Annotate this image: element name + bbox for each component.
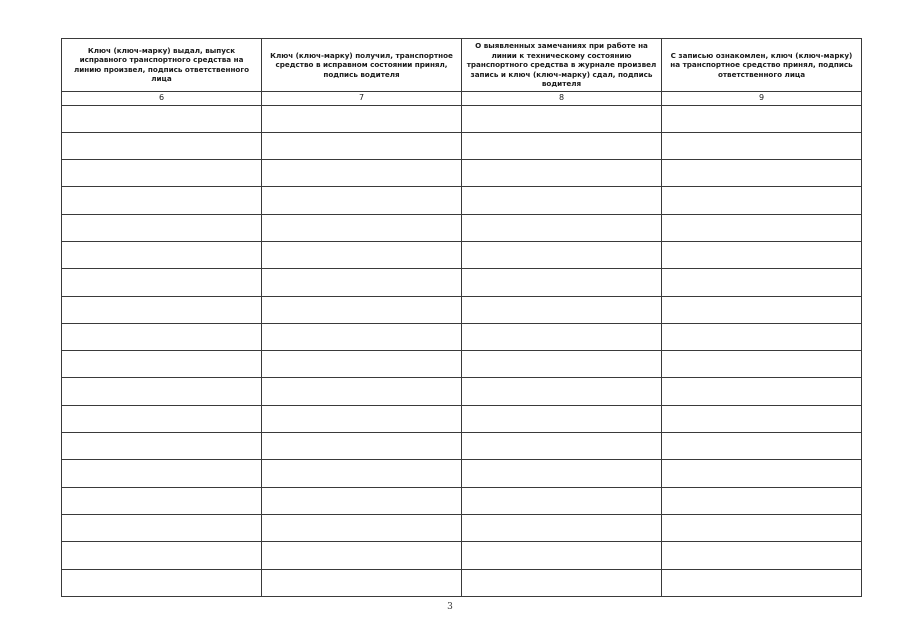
table-row	[62, 405, 862, 432]
column-header-9: С записью ознакомлен, ключ (ключ-марку) на транспортное средство принял, подпись ответственного лица	[662, 39, 862, 92]
table-cell-col-9	[662, 132, 862, 159]
table-cell-col-8	[462, 160, 662, 187]
table-cell-col-6	[62, 351, 262, 378]
page-number: 3	[447, 602, 453, 612]
column-header-8: О выявленных замечаниях при работе на линии к техническому состоянию транспортного средства в журнале произвел запись и ключ (ключ-марку) сдал, подпись водителя	[462, 39, 662, 92]
table-cell-col-9	[662, 296, 862, 323]
table-cell-col-9	[662, 105, 862, 132]
table-cell-col-6	[62, 323, 262, 350]
table-cell-col-8	[462, 378, 662, 405]
table-cell-col-9	[662, 487, 862, 514]
table-cell-col-9	[662, 405, 862, 432]
table-row	[62, 323, 862, 350]
table-cell-col-7	[262, 514, 462, 541]
table-cell-col-8	[462, 460, 662, 487]
header-row	[62, 39, 862, 92]
journal-table	[61, 38, 862, 597]
table-cell-col-9	[662, 160, 862, 187]
table-body	[62, 105, 862, 596]
table-cell-col-9	[662, 542, 862, 569]
table-row	[62, 433, 862, 460]
table-cell-col-6	[62, 132, 262, 159]
table-cell-col-6	[62, 433, 262, 460]
table-cell-col-7	[262, 405, 462, 432]
table-cell-col-8	[462, 569, 662, 596]
table-cell-col-7	[262, 460, 462, 487]
table-cell-col-7	[262, 542, 462, 569]
table-cell-col-6	[62, 514, 262, 541]
table-cell-col-7	[262, 296, 462, 323]
table-cell-col-8	[462, 487, 662, 514]
table-row	[62, 460, 862, 487]
table-row	[62, 487, 862, 514]
table-cell-col-7	[262, 378, 462, 405]
table-cell-col-6	[62, 214, 262, 241]
table-cell-col-9	[662, 460, 862, 487]
table-cell-col-9	[662, 433, 862, 460]
table-cell-col-7	[262, 214, 462, 241]
column-number-9: 9	[662, 91, 862, 105]
table-cell-col-9	[662, 187, 862, 214]
table-row	[62, 187, 862, 214]
table-cell-col-9	[662, 269, 862, 296]
table-row	[62, 569, 862, 596]
table-row	[62, 378, 862, 405]
column-header-6: Ключ (ключ-марку) выдал, выпуск исправного транспортного средства на линию произвел, подпись ответственного лица	[62, 39, 262, 92]
table-cell-col-6	[62, 187, 262, 214]
table-cell-col-7	[262, 433, 462, 460]
table-cell-col-7	[262, 487, 462, 514]
table-cell-col-8	[462, 514, 662, 541]
table-cell-col-6	[62, 160, 262, 187]
column-number-row	[62, 91, 862, 105]
table-cell-col-8	[462, 351, 662, 378]
table-cell-col-7	[262, 160, 462, 187]
table-cell-col-6	[62, 241, 262, 268]
table-cell-col-7	[262, 187, 462, 214]
column-number-6: 6	[62, 91, 262, 105]
table-cell-col-7	[262, 569, 462, 596]
table-cell-col-9	[662, 378, 862, 405]
table-cell-col-9	[662, 569, 862, 596]
table-cell-col-8	[462, 241, 662, 268]
table-cell-col-7	[262, 105, 462, 132]
table-cell-col-6	[62, 105, 262, 132]
table-cell-col-8	[462, 296, 662, 323]
table-row	[62, 214, 862, 241]
table-cell-col-8	[462, 542, 662, 569]
table-cell-col-8	[462, 132, 662, 159]
table-cell-col-9	[662, 241, 862, 268]
table-cell-col-6	[62, 569, 262, 596]
table-row	[62, 269, 862, 296]
table-cell-col-9	[662, 514, 862, 541]
table-row	[62, 514, 862, 541]
table-cell-col-8	[462, 433, 662, 460]
table-cell-col-7	[262, 323, 462, 350]
table-cell-col-8	[462, 405, 662, 432]
table-cell-col-6	[62, 296, 262, 323]
table-cell-col-6	[62, 378, 262, 405]
table-row	[62, 542, 862, 569]
table-cell-col-9	[662, 323, 862, 350]
table-cell-col-6	[62, 269, 262, 296]
table-row	[62, 160, 862, 187]
table-head	[62, 39, 862, 106]
table-cell-col-6	[62, 405, 262, 432]
column-number-8: 8	[462, 91, 662, 105]
column-number-7: 7	[262, 91, 462, 105]
table-cell-col-8	[462, 323, 662, 350]
table-cell-col-8	[462, 105, 662, 132]
table-cell-col-9	[662, 214, 862, 241]
table-cell-col-6	[62, 542, 262, 569]
table-cell-col-7	[262, 351, 462, 378]
table-row	[62, 132, 862, 159]
table-row	[62, 241, 862, 268]
table-row	[62, 105, 862, 132]
table-cell-col-7	[262, 269, 462, 296]
table-cell-col-6	[62, 487, 262, 514]
table-cell-col-8	[462, 214, 662, 241]
table-row	[62, 351, 862, 378]
table-cell-col-7	[262, 132, 462, 159]
table-cell-col-8	[462, 269, 662, 296]
table-cell-col-9	[662, 351, 862, 378]
column-header-7: Ключ (ключ-марку) получил, транспортное средство в исправном состоянии принял, подпись водителя	[262, 39, 462, 92]
table-cell-col-7	[262, 241, 462, 268]
table-cell-col-6	[62, 460, 262, 487]
table-row	[62, 296, 862, 323]
table-cell-col-8	[462, 187, 662, 214]
